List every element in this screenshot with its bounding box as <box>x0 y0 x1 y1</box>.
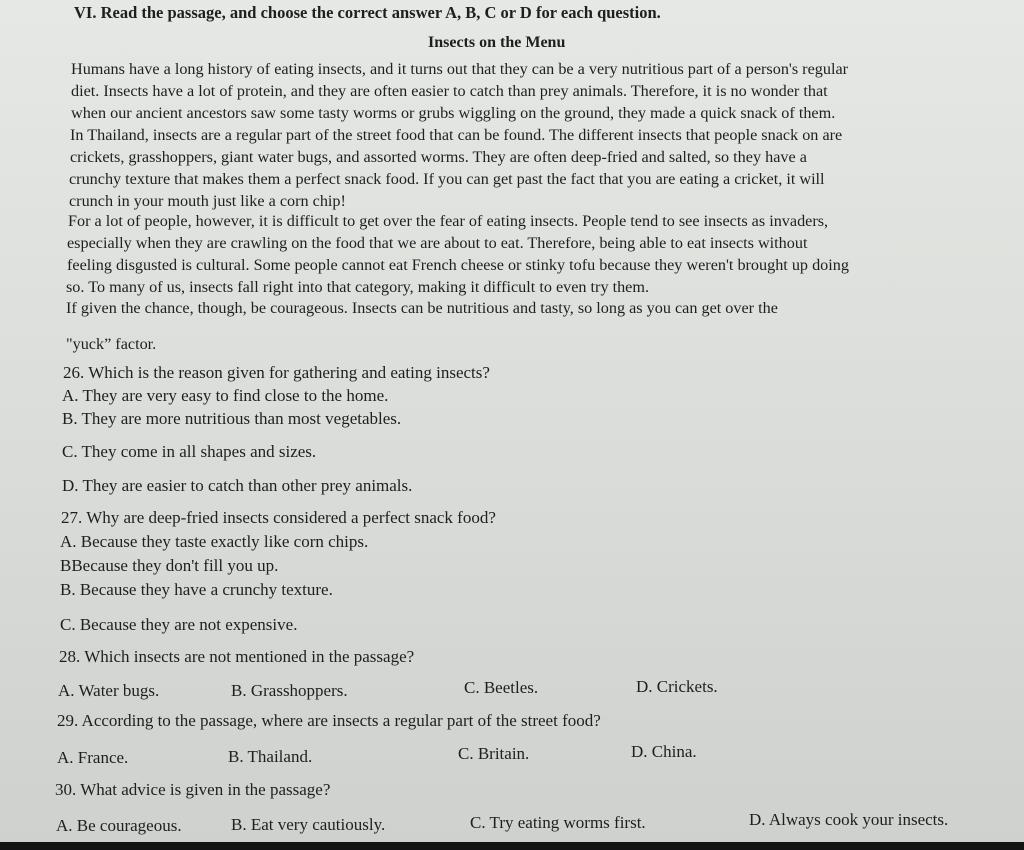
section-heading: VI. Read the passage, and choose the correct answer A, B, C or D for each question. <box>74 3 661 22</box>
passage-line: crunchy texture that makes them a perfect snack food. If you can get past the fact that you are eating a cricket, it will <box>69 170 825 188</box>
q28-option-a: A. Water bugs. <box>58 681 160 700</box>
q28-option-b: B. Grasshoppers. <box>231 681 348 700</box>
question-28: 28. Which insects are not mentioned in the passage? <box>59 647 415 666</box>
passage-line: If given the chance, though, be courageous. Insects can be nutritious and tasty, so long as you can get over the <box>66 299 778 317</box>
q29-option-b: B. Thailand. <box>228 747 313 766</box>
q29-option-c: C. Britain. <box>458 744 530 763</box>
q29-option-a: A. France. <box>57 748 129 767</box>
q27-option-bb: BBecause they don't fill you up. <box>60 556 279 575</box>
q30-option-a: A. Be courageous. <box>56 816 182 835</box>
q27-option-b: B. Because they have a crunchy texture. <box>60 580 333 599</box>
q26-option-b: B. They are more nutritious than most vegetables. <box>62 409 402 428</box>
passage-line: Humans have a long history of eating insects, and it turns out that they can be a very nutritious part of a person's regular <box>71 60 849 78</box>
passage-line: In Thailand, insects are a regular part of the street food that can be found. The different insects that people snack on are <box>70 126 843 144</box>
passage-line: diet. Insects have a lot of protein, and they are often easier to catch than prey animals. Therefore, it is no wonder that <box>71 82 828 100</box>
passage-line: crunch in your mouth just like a corn chip! <box>69 192 346 210</box>
q29-option-d: D. China. <box>631 742 697 761</box>
page-bottom-edge <box>0 842 1024 850</box>
passage-line: especially when they are crawling on the food that we are about to eat. Therefore, being able to eat insects without <box>67 234 808 252</box>
passage-line: feeling disgusted is cultural. Some people cannot eat French cheese or stinky tofu because they weren't brought up doing <box>67 256 849 274</box>
question-29: 29. According to the passage, where are insects a regular part of the street food? <box>57 711 601 730</box>
passage-line: so. To many of us, insects fall right into that category, making it difficult to even try them. <box>66 278 650 296</box>
q27-option-c: C. Because they are not expensive. <box>60 615 298 634</box>
passage-line: when our ancient ancestors saw some tasty worms or grubs wiggling on the ground, they made a quick snack of them. <box>71 104 836 122</box>
q28-option-d: D. Crickets. <box>636 677 718 696</box>
q27-option-a: A. Because they taste exactly like corn chips. <box>60 532 369 551</box>
q26-option-d: D. They are easier to catch than other prey animals. <box>62 476 413 495</box>
q26-option-a: A. They are very easy to find close to the home. <box>62 386 389 405</box>
q30-option-b: B. Eat very cautiously. <box>231 815 386 834</box>
question-30: 30. What advice is given in the passage? <box>55 780 331 799</box>
passage-line: crickets, grasshoppers, giant water bugs, and assorted worms. They are often deep-fried and salted, so they have a <box>70 148 807 166</box>
passage-title: Insects on the Menu <box>428 34 566 51</box>
passage-line: For a lot of people, however, it is difficult to get over the fear of eating insects. People tend to see insects as invaders, <box>68 212 829 230</box>
question-27: 27. Why are deep-fried insects considered a perfect snack food? <box>61 508 496 527</box>
q28-option-c: C. Beetles. <box>464 678 539 697</box>
question-26: 26. Which is the reason given for gathering and eating insects? <box>63 363 490 382</box>
q26-option-c: C. They come in all shapes and sizes. <box>62 442 317 461</box>
q30-option-c: C. Try eating worms first. <box>470 813 646 832</box>
passage-line: "yuck” factor. <box>66 335 157 353</box>
q30-option-d: D. Always cook your insects. <box>749 810 949 829</box>
